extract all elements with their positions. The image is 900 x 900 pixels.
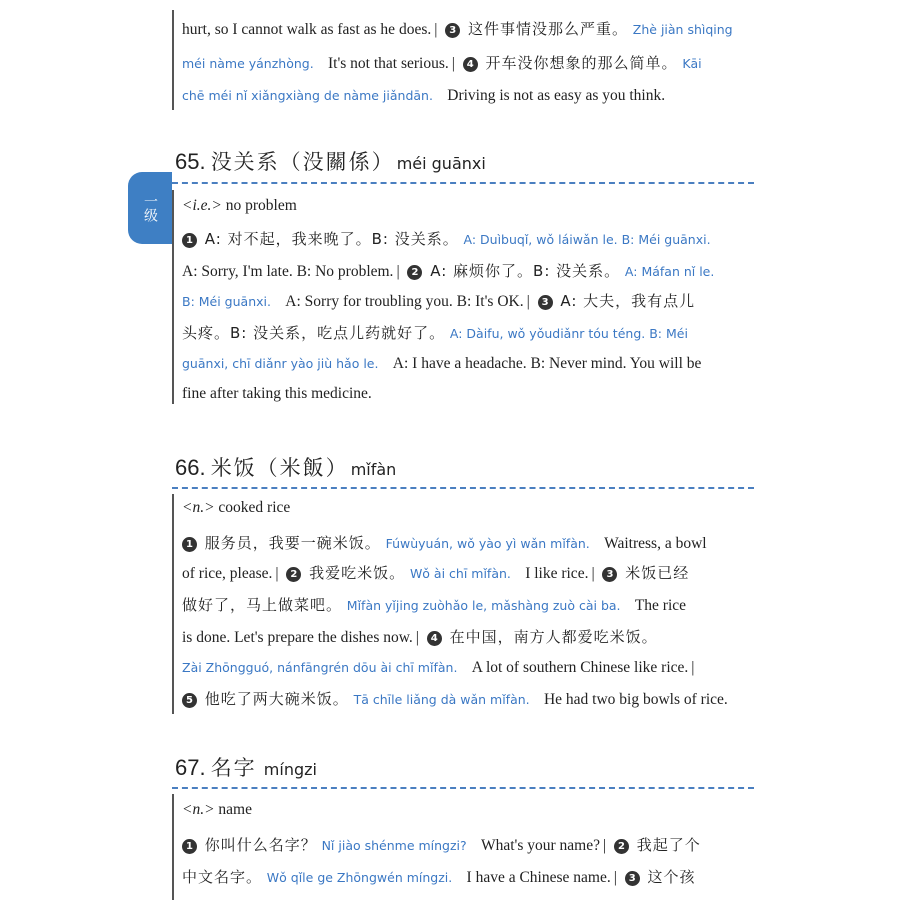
- text-line: hurt, so I cannot walk as fast as he does. | 3 这件事情没那么严重。 Zhè jiàn shìqing: [182, 20, 733, 38]
- text-line: méi nàme yánzhòng. It's not that serious. | 4 开车没你想象的那么简单。 Kāi: [182, 54, 702, 72]
- text-line: [182, 196, 297, 215]
- chinese-text: 服务员，我要一碗米饭。: [204, 534, 381, 552]
- entry-67-heading: [175, 752, 317, 782]
- text-line: [182, 322, 688, 343]
- chinese-text: 你叫什么名字？: [204, 836, 317, 854]
- english-text: A lot of southern Chinese like rice.: [471, 659, 689, 676]
- text-line: 中文名字。 Wǒ qǐle ge Zhōngwén míngzi. I have a Chinese name. | 3 这个孩: [182, 868, 696, 886]
- chinese-text: 这件事情没那么严重。: [468, 20, 629, 38]
- example-number-badge: 2: [407, 265, 422, 280]
- part-of-speech: <n.>: [182, 801, 215, 818]
- chinese-text: 开车没你想象的那么简单。: [485, 54, 678, 72]
- pinyin-text: Kāi: [682, 56, 702, 71]
- entry-headword: 没关系（没關係）: [210, 150, 395, 174]
- english-text: I like rice.: [525, 565, 589, 582]
- pinyin-text: A: Máfan nǐ le.: [624, 264, 715, 279]
- pinyin-text: A: Duìbuqǐ, wǒ láiwǎn le. B: Méi guānxi.: [463, 232, 711, 247]
- example-number-badge: 3: [538, 295, 553, 310]
- pinyin-text: Fúwùyuán, wǒ yào yì wǎn mǐfàn.: [385, 536, 590, 551]
- pinyin-text: chē méi nǐ xiǎngxiàng de nàme jiǎndān.: [182, 88, 433, 103]
- chinese-text: A: 大夫，我有点儿: [560, 292, 696, 310]
- english-text: It's not that serious.: [328, 55, 449, 72]
- pinyin-text: B: Méi guānxi.: [182, 294, 271, 309]
- entry-66-body: [172, 494, 770, 714]
- part-of-speech: <n.>: [182, 499, 215, 516]
- english-text: What's your name?: [480, 837, 600, 854]
- pinyin-text: Zài Zhōngguó, nánfāngrén dōu ài chī mǐfàn.: [182, 660, 458, 675]
- english-text: The rice: [634, 597, 687, 614]
- text-line: [182, 594, 686, 615]
- english-text: I have a Chinese name.: [466, 869, 611, 886]
- example-number-badge: 2: [286, 567, 301, 582]
- entry-pinyin: méi guānxi: [396, 154, 486, 173]
- text-line: [182, 354, 701, 373]
- entry-64-continuation: [172, 10, 770, 110]
- pinyin-text: Wǒ ài chī mǐfàn.: [409, 566, 511, 581]
- chinese-text: 米饭已经: [625, 564, 690, 582]
- example-number-badge: 4: [427, 631, 442, 646]
- text-line: Zài Zhōngguó, nánfāngrén dōu ài chī mǐfàn. A lot of southern Chinese like rice. |: [182, 659, 695, 676]
- pinyin-text: Tā chīle liǎng dà wǎn mǐfàn.: [353, 692, 530, 707]
- example-number-badge: 1: [182, 233, 197, 248]
- text-line: [182, 228, 711, 249]
- entry-number: 66.: [175, 455, 206, 480]
- text-line: [182, 86, 665, 105]
- chinese-text: A: 对不起，我来晚了。B: 没关系。: [204, 230, 459, 248]
- gloss: name: [218, 801, 252, 818]
- pinyin-text: Mǐfàn yǐjing zuòhǎo le, mǎshàng zuò cài ba.: [346, 598, 621, 613]
- part-of-speech: <i.e.>: [182, 197, 222, 214]
- text-line: [182, 532, 707, 553]
- entry-67-body: [172, 794, 770, 900]
- chinese-text: 做好了，马上做菜吧。: [182, 596, 343, 614]
- entry-66-heading: [175, 452, 396, 482]
- example-number-badge: 1: [182, 839, 197, 854]
- gloss: no problem: [225, 197, 297, 214]
- pinyin-text: guānxi, chī diǎnr yào jiù hǎo le.: [182, 356, 379, 371]
- text-line: [182, 800, 252, 819]
- english-text: Waitress, a bowl: [604, 535, 707, 552]
- entry-headword: 米饭（米飯）: [210, 456, 349, 480]
- dashed-divider: [172, 787, 754, 789]
- entry-number: 67.: [175, 755, 206, 780]
- text-line: B: Méi guānxi. A: Sorry for troubling you. B: It's OK. | 3 A: 大夫，我有点儿: [182, 292, 696, 310]
- example-number-badge: 1: [182, 537, 197, 552]
- entry-pinyin: míngzi: [263, 760, 317, 779]
- english-text: A: I have a headache. B: Never mind. You will be: [392, 355, 702, 372]
- text-line: [182, 498, 290, 517]
- example-number-badge: 2: [614, 839, 629, 854]
- entry-65-body: [172, 190, 770, 404]
- chinese-text: A: 麻烦你了。B: 没关系。: [430, 262, 621, 280]
- entry-65-heading: [175, 146, 486, 176]
- english-text: of rice, please.: [182, 565, 273, 582]
- text-line: A: Sorry, I'm late. B: No problem. | 2 A: 麻烦你了。B: 没关系。 A: Máfan nǐ le.: [182, 262, 715, 280]
- english-text: He had two big bowls of rice.: [543, 691, 728, 708]
- chinese-text: 我爱吃米饭。: [309, 564, 406, 582]
- entry-number: 65.: [175, 149, 206, 174]
- english-text: A: Sorry for troubling you. B: It's OK.: [285, 293, 524, 310]
- chinese-text: 这个孩: [647, 868, 696, 886]
- english-text: is done. Let's prepare the dishes now.: [182, 629, 413, 646]
- english-text: A: Sorry, I'm late. B: No problem.: [182, 263, 394, 280]
- pinyin-text: Wǒ qǐle ge Zhōngwén míngzi.: [266, 870, 453, 885]
- example-number-badge: 5: [182, 693, 197, 708]
- chinese-text: 在中国，南方人都爱吃米饭。: [449, 628, 658, 646]
- text-line: 1 你叫什么名字？ Nǐ jiào shénme míngzi? What's your name? | 2 我起了个: [182, 834, 701, 855]
- dashed-divider: [172, 487, 754, 489]
- chinese-text: 中文名字。: [182, 868, 263, 886]
- text-line: [182, 688, 728, 709]
- chinese-text: 他吃了两大碗米饭。: [204, 690, 349, 708]
- english-text: hurt, so I cannot walk as fast as he does.: [182, 21, 432, 38]
- chinese-text: 我起了个: [636, 836, 701, 854]
- text-line: is done. Let's prepare the dishes now. | 4 在中国，南方人都爱吃米饭。: [182, 628, 658, 646]
- english-text: fine after taking this medicine.: [182, 385, 372, 402]
- example-number-badge: 3: [602, 567, 617, 582]
- pinyin-text: Zhè jiàn shìqing: [632, 22, 733, 37]
- text-line: [182, 384, 372, 403]
- gloss: cooked rice: [218, 499, 291, 516]
- pinyin-text: méi nàme yánzhòng.: [182, 56, 314, 71]
- entry-headword: 名字: [210, 756, 257, 780]
- example-number-badge: 4: [463, 57, 478, 72]
- level-tab: 一级: [128, 172, 172, 244]
- english-text: Driving is not as easy as you think.: [447, 87, 666, 104]
- pinyin-text: Nǐ jiào shénme míngzi?: [321, 838, 467, 853]
- entry-pinyin: mǐfàn: [350, 460, 397, 479]
- pinyin-text: A: Dàifu, wǒ yǒudiǎnr tóu téng. B: Méi: [449, 326, 688, 341]
- example-number-badge: 3: [625, 871, 640, 886]
- example-number-badge: 3: [445, 23, 460, 38]
- chinese-text: 头疼。B: 没关系，吃点儿药就好了。: [182, 324, 446, 342]
- dashed-divider: [172, 182, 754, 184]
- text-line: of rice, please. | 2 我爱吃米饭。 Wǒ ài chī mǐfàn. I like rice. | 3 米饭已经: [182, 564, 690, 582]
